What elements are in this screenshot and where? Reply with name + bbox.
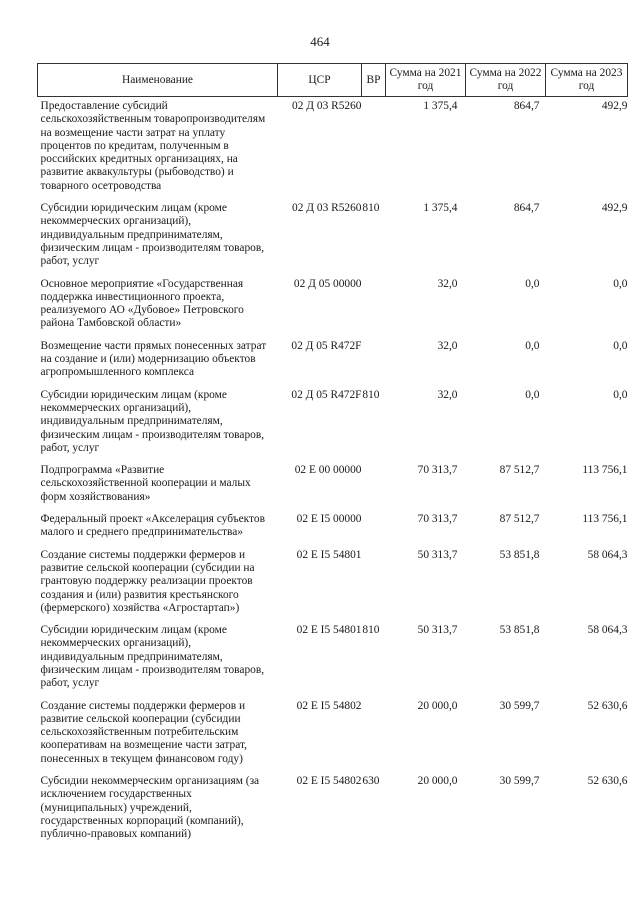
row-sum-2022: 30 599,7 bbox=[499, 775, 540, 788]
row-vr bbox=[362, 546, 386, 621]
row-sum-2021: 50 313,7 bbox=[417, 624, 458, 637]
row-vr: 810 bbox=[362, 388, 380, 401]
row-csr: 02 Е I5 00000 bbox=[296, 513, 362, 526]
table-row bbox=[38, 386, 628, 461]
row-name: Субсидии некоммерческим организациям (за исключением государственных (муниципальных) учреждений, государственных корпораций (компаний), публично-правовых компаний) bbox=[40, 775, 260, 841]
row-sum-2021: 20 000,0 bbox=[417, 775, 458, 788]
header-csr: ЦСР bbox=[278, 64, 362, 97]
table-body bbox=[38, 97, 628, 848]
row-name: Федеральный проект «Акселерация субъектов малого и среднего предпринимательства» bbox=[40, 513, 265, 539]
row-csr: 02 Е I5 54801 bbox=[296, 624, 362, 637]
row-csr: 02 Д 05 R472F bbox=[291, 339, 362, 352]
row-name: Субсидии юридическим лицам (кроме некоммерческих организаций), индивидуальным предпринимателям, физическим лицам - производителям товаров, работ, услуг bbox=[40, 388, 265, 454]
header-name: Наименование bbox=[38, 64, 278, 97]
row-sum-2021: 32,0 bbox=[437, 388, 458, 401]
row-vr: 810 bbox=[362, 202, 380, 215]
row-sum-2021: 20 000,0 bbox=[417, 699, 458, 712]
row-vr: 810 bbox=[362, 624, 380, 637]
row-sum-2022: 0,0 bbox=[525, 339, 540, 352]
row-sum-2022: 87 512,7 bbox=[499, 464, 540, 477]
row-name: Создание системы поддержки фермеров и развитие сельской кооперации (субсидии на грантовую поддержку реализации проектов создания и (или) развития крестьянского (фермерского) хозяйства «Агростартап») bbox=[40, 548, 255, 614]
table-row bbox=[38, 621, 628, 696]
table-row bbox=[38, 772, 628, 847]
row-vr bbox=[362, 510, 386, 546]
row-sum-2023: 113 756,1 bbox=[582, 464, 628, 477]
table-row bbox=[38, 337, 628, 386]
row-sum-2021: 1 375,4 bbox=[423, 100, 458, 112]
row-name: Подпрограмма «Развитие сельскохозяйственной кооперации и малых форм хозяйствования» bbox=[40, 464, 251, 503]
row-csr: 02 Е I5 54802 bbox=[296, 775, 362, 788]
header-sum-2022: Сумма на 2022 год bbox=[466, 64, 546, 97]
table-row bbox=[38, 697, 628, 772]
table-header bbox=[38, 64, 628, 97]
row-sum-2021: 70 313,7 bbox=[417, 513, 458, 526]
row-name: Субсидии юридическим лицам (кроме некоммерческих организаций), индивидуальным предпринимателям, физическим лицам - производителям товаров, работ, услуг bbox=[40, 624, 265, 690]
row-sum-2021: 1 375,4 bbox=[423, 202, 458, 215]
row-sum-2023: 0,0 bbox=[613, 339, 628, 352]
row-sum-2022: 53 851,8 bbox=[499, 624, 540, 637]
budget-table bbox=[37, 63, 628, 848]
row-name: Возмещение части прямых понесенных затрат на создание и (или) модернизацию объектов агропромышленного комплекса bbox=[40, 339, 267, 379]
row-vr: 630 bbox=[362, 775, 380, 788]
row-csr: 02 Д 03 R5260 bbox=[292, 202, 362, 215]
header-vr: ВР bbox=[362, 64, 386, 97]
table-row bbox=[38, 510, 628, 546]
row-csr: 02 Е 00 00000 bbox=[294, 464, 362, 477]
table-row bbox=[38, 275, 628, 337]
table-row bbox=[38, 461, 628, 510]
row-sum-2023: 52 630,6 bbox=[587, 699, 628, 712]
row-sum-2022: 0,0 bbox=[525, 388, 540, 401]
table-row bbox=[38, 97, 628, 200]
row-vr bbox=[362, 337, 386, 386]
row-name: Субсидии юридическим лицам (кроме некоммерческих организаций), индивидуальным предпринимателям, физическим лицам - производителям товаров, работ, услуг bbox=[40, 202, 265, 268]
row-sum-2023: 0,0 bbox=[613, 388, 628, 401]
row-vr bbox=[362, 697, 386, 772]
row-csr: 02 Д 05 00000 bbox=[293, 277, 362, 290]
row-name: Создание системы поддержки фермеров и развитие сельской кооперации (субсидии сельскохозяйственным потребительским кооперативам на возмещение части затрат, понесенных в текущем финансовом году) bbox=[40, 699, 247, 765]
row-vr bbox=[362, 97, 386, 200]
row-vr bbox=[362, 461, 386, 510]
row-name: Основное мероприятие «Государственная поддержка инвестиционного проекта, реализуемого АО «Дубовое» Петровского района Тамбовской области» bbox=[40, 277, 244, 330]
row-sum-2023: 492,9 bbox=[601, 202, 628, 215]
row-sum-2023: 58 064,3 bbox=[587, 548, 628, 561]
row-sum-2023: 0,0 bbox=[613, 277, 628, 290]
row-sum-2023: 492,9 bbox=[601, 100, 628, 112]
row-sum-2022: 53 851,8 bbox=[499, 548, 540, 561]
row-csr: 02 Д 03 R5260 bbox=[292, 100, 362, 112]
row-sum-2022: 87 512,7 bbox=[499, 513, 540, 526]
table-row bbox=[38, 546, 628, 621]
row-sum-2023: 52 630,6 bbox=[587, 775, 628, 788]
row-name: Предоставление субсидий сельскохозяйственным товаропроизводителям на возмещение части затрат на уплату процентов по кредитам, полученным в российских кредитных организациях, на развитие аквакультуры (рыбоводство) и товарного осетроводства bbox=[40, 100, 266, 192]
row-sum-2021: 70 313,7 bbox=[417, 464, 458, 477]
header-sum-2023: Сумма на 2023 год bbox=[546, 64, 628, 97]
row-sum-2021: 32,0 bbox=[437, 339, 458, 352]
row-sum-2023: 113 756,1 bbox=[582, 513, 628, 526]
row-sum-2021: 50 313,7 bbox=[417, 548, 458, 561]
table-row bbox=[38, 199, 628, 274]
row-sum-2023: 58 064,3 bbox=[587, 624, 628, 637]
row-sum-2021: 32,0 bbox=[437, 277, 458, 290]
page-number: 464 bbox=[310, 34, 330, 49]
row-vr bbox=[362, 275, 386, 337]
row-sum-2022: 864,7 bbox=[513, 100, 540, 112]
row-csr: 02 Е I5 54801 bbox=[296, 548, 362, 561]
row-sum-2022: 30 599,7 bbox=[499, 699, 540, 712]
header-sum-2021: Сумма на 2021 год bbox=[386, 64, 466, 97]
row-csr: 02 Д 05 R472F bbox=[291, 388, 362, 401]
row-sum-2022: 864,7 bbox=[513, 202, 540, 215]
row-csr: 02 Е I5 54802 bbox=[296, 699, 362, 712]
row-sum-2022: 0,0 bbox=[525, 277, 540, 290]
